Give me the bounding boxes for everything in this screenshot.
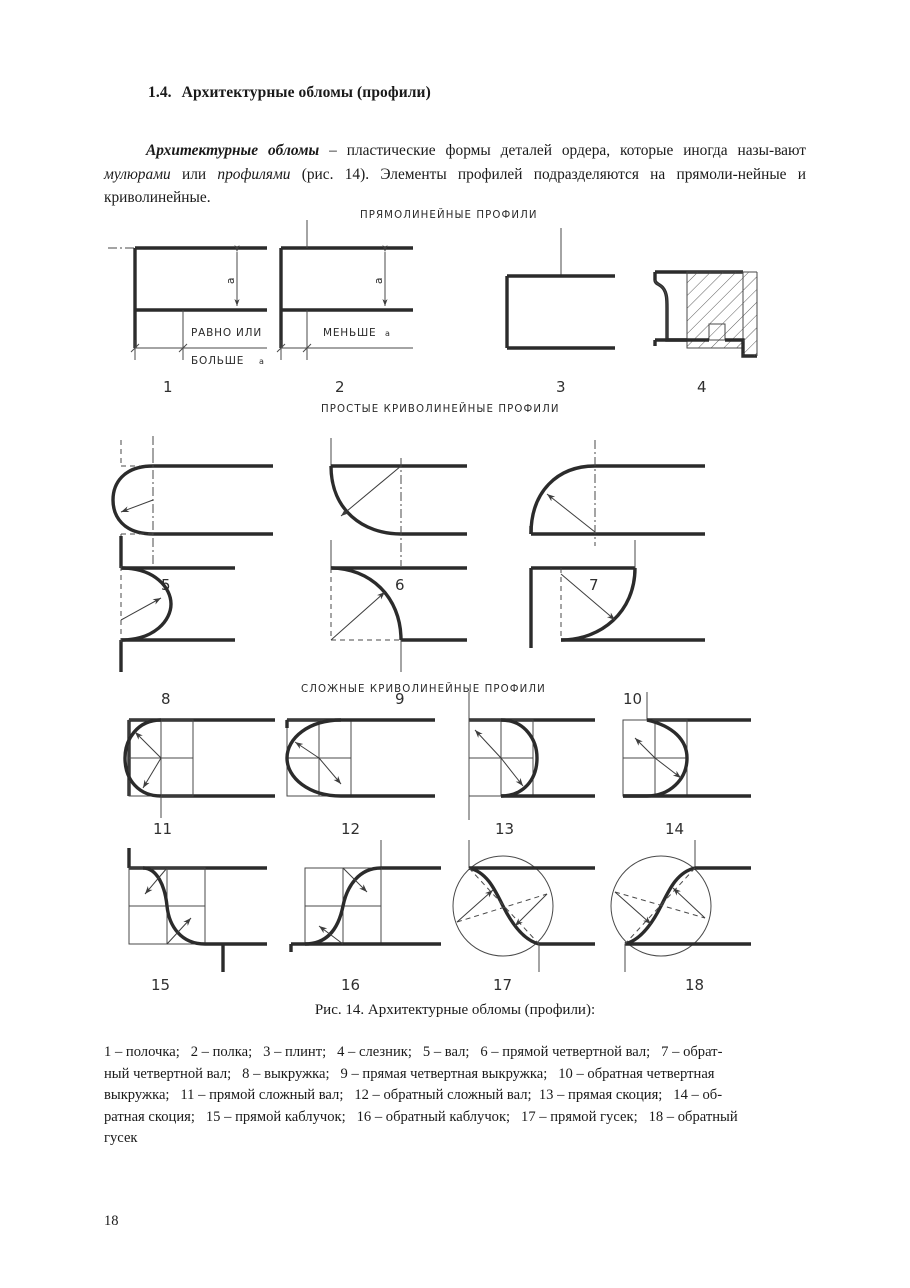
figure-number-17: 17: [493, 976, 513, 990]
profile-3-plint: [507, 228, 615, 396]
paragraph-text-2: или: [170, 165, 218, 183]
group-title-straight: ПРЯМОЛИНЕЙНЫЕ ПРОФИЛИ: [360, 210, 538, 221]
figure-number-3: 3: [556, 378, 566, 396]
profile-2-polka: [277, 220, 413, 396]
figure-number-14: 14: [665, 820, 685, 838]
figure-number-4: 4: [697, 378, 707, 396]
paragraph-emphasis-1: мулюрами: [104, 165, 171, 183]
paragraph-emphasis-2: профилями: [217, 165, 291, 183]
paragraph-text-3: (рис. 14). Элементы профилей подразделяются на прямоли-нейные и криволинейные.: [104, 165, 806, 207]
svg-text:а: а: [373, 276, 385, 284]
section-title: Архитектурные обломы (профили): [181, 84, 431, 101]
profile-11-straight-compound-round: [125, 720, 275, 838]
profile-13-straight-scotia: [469, 692, 595, 838]
profile-4-sleznik: [655, 272, 757, 396]
figure-number-1: 1: [163, 378, 173, 396]
figure-14: [95, 200, 815, 990]
profile-7-reverse-quarter-round: [531, 440, 705, 594]
profile-18-reverse-cyma: [611, 840, 751, 990]
figure-number-5: 5: [161, 576, 171, 594]
figure-number-10: 10: [623, 690, 643, 708]
paragraph-text-1: – пластические формы деталей ордера, которые иногда назы-вают: [319, 142, 807, 160]
figure-number-18: 18: [685, 976, 705, 990]
group-title-simple-curved: ПРОСТЫЕ КРИВОЛИНЕЙНЫЕ ПРОФИЛИ: [321, 404, 560, 415]
svg-text:а: а: [225, 276, 237, 284]
figure-caption: Рис. 14. Архитектурные обломы (профили):: [314, 1002, 596, 1018]
label-equal-or: РАВНО ИЛИ: [191, 327, 263, 339]
profile-16-reverse-ogee: [291, 840, 441, 990]
svg-text:а: а: [385, 329, 390, 338]
profile-14-reverse-scotia: [623, 692, 751, 838]
figure-number-9: 9: [395, 690, 405, 708]
figure-number-2: 2: [335, 378, 345, 396]
figure-number-13: 13: [495, 820, 515, 838]
paragraph-lead-term: Архитектурные обломы: [146, 142, 320, 160]
profile-10-reverse-quarter-hollow: [531, 540, 705, 708]
figure-number-6: 6: [395, 576, 405, 594]
label-less: МЕНЬШЕ: [323, 327, 377, 339]
profile-8-vykruzhka: [121, 536, 235, 708]
label-greater: БОЛЬШЕ: [191, 355, 245, 367]
figure-number-12: 12: [341, 820, 361, 838]
profile-9-straight-quarter-hollow: [331, 540, 467, 708]
group-title-complex-curved: СЛОЖНЫЕ КРИВОЛИНЕЙНЫЕ ПРОФИЛИ: [301, 684, 546, 695]
section-heading: [148, 84, 431, 102]
section-number: 1.4.: [148, 84, 172, 101]
legend-line: гусек: [104, 1130, 138, 1146]
svg-text:а: а: [259, 357, 264, 366]
legend-line: ратная скоция; 15 – прямой каблучок; 16 – обратный каблучок; 17 – прямой гусек; 18 – обратный: [104, 1108, 738, 1125]
legend-line: 1 – полочка; 2 – полка; 3 – плинт; 4 – слезник; 5 – вал; 6 – прямой четвертной вал; 7 – обрат-: [104, 1044, 723, 1060]
legend-line: ный четвертной вал; 8 – выкружка; 9 – прямая четвертная выкружка; 10 – обратная четвертная: [104, 1065, 715, 1082]
page-number: 18: [104, 1213, 119, 1229]
figure-number-16: 16: [341, 976, 361, 990]
legend-line: выкружка; 11 – прямой сложный вал; 12 – обратный сложный вал; 13 – прямая скоция; 14 – об-: [104, 1087, 723, 1103]
profile-17-straight-cyma: [453, 840, 595, 990]
profile-12-reverse-compound-round: [287, 720, 435, 838]
figure-number-11: 11: [153, 820, 173, 838]
profile-15-straight-ogee: [129, 848, 267, 990]
figure-number-7: 7: [589, 576, 599, 594]
figure-number-15: 15: [151, 976, 171, 990]
profile-1-polochka: [108, 248, 267, 396]
figure-number-8: 8: [161, 690, 171, 708]
figure-legend: [104, 1042, 806, 1150]
